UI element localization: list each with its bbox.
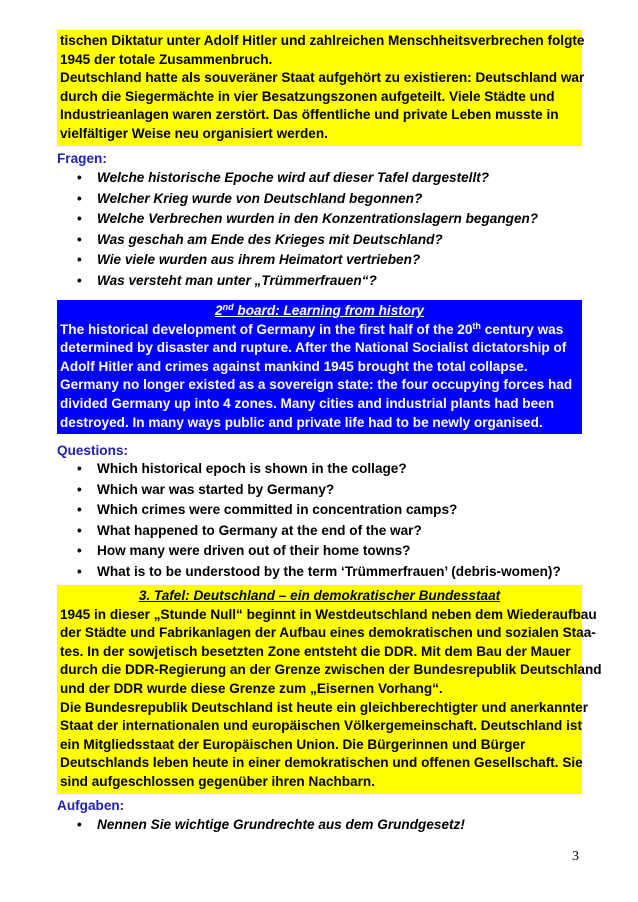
bullet-icon: • bbox=[77, 461, 82, 476]
text-line: 1945 in dieser „Stunde Null“ beginnt in Westdeutschland neben dem Wiederaufbau bbox=[60, 606, 597, 622]
text-line: The historical development of Germany in the first half of the 20th century was bbox=[60, 320, 564, 337]
bullet-icon: • bbox=[77, 170, 82, 185]
board2-title: 2nd board: Learning from history bbox=[215, 302, 424, 318]
list-item: • Which historical epoch is shown in the collage? bbox=[57, 459, 582, 480]
text-line: der Städte und Fabrikanlagen der Aufbau eines demokratischen und sozialen Staa- bbox=[60, 625, 596, 641]
text-line: tes. In der sowjetisch besetzten Zone entsteht die DDR. Mit dem Bau der Mauer bbox=[60, 643, 571, 659]
bullet-icon: • bbox=[77, 817, 82, 832]
text-line: 1945 der totale Zusammenbruch. bbox=[60, 51, 273, 67]
list-item: • Welcher Krieg wurde von Deutschland begonnen? bbox=[57, 189, 582, 210]
text-line: und der DDR wurde diese Grenze zum „Eisernen Vorhang“. bbox=[60, 680, 443, 696]
bullet-icon: • bbox=[77, 272, 82, 288]
text-line: durch die DDR-Regierung an der Grenze zwischen der Bundesrepublik Deutschland bbox=[60, 662, 602, 678]
list-item: • What is to be understood by the term ‘Trümmerfrauen’ (debris-women)? bbox=[57, 562, 582, 583]
bullet-icon: • bbox=[77, 502, 82, 518]
text-line: destroyed. In many ways public and private life had to be newly organised. bbox=[60, 414, 543, 430]
questions-heading: Questions: bbox=[57, 443, 128, 458]
text-line: divided Germany up into 4 zones. Many cities and industrial plants had been bbox=[60, 395, 555, 411]
text-line: ein Mitgliedsstaat der Europäischen Union. Die Bürgerinnen und Bürger bbox=[60, 736, 526, 752]
list-item: • Which war was started by Germany? bbox=[57, 480, 582, 501]
text-line: durch die Siegermächte in vier Besatzungszonen aufgeteilt. Viele Städte und bbox=[60, 88, 555, 104]
text-line: Staat der internationalen und europäischen Völkergemeinschaft. Deutschland ist bbox=[60, 718, 582, 734]
bullet-icon: • bbox=[77, 481, 82, 497]
list-item: • How many were driven out of their home towns? bbox=[57, 541, 582, 562]
text-line: tischen Diktatur unter Adolf Hitler und zahlreichen Menschheitsverbrechen folgte bbox=[60, 33, 585, 48]
board3-block bbox=[57, 585, 602, 794]
fragen-list bbox=[57, 168, 582, 292]
board2-block bbox=[57, 300, 582, 434]
text-line: Germany no longer existed as a sovereign state: the four occupying forces had bbox=[60, 377, 573, 393]
list-item: • Welche Verbrechen wurden in den Konzentrationslagern begangen? bbox=[57, 209, 582, 230]
text-line: Industrieanlagen waren zerstört. Das öffentliche und private Leben musste in bbox=[60, 107, 559, 123]
text-line: vielfältiger Weise neu organisiert werden. bbox=[60, 125, 328, 141]
list-item: • Was geschah am Ende des Krieges mit Deutschland? bbox=[57, 230, 582, 251]
text-line: Deutschland hatte als souveräner Staat aufgehört zu existieren: Deutschland war bbox=[60, 70, 585, 86]
text-line: determined by disaster and rupture. After the National Socialist dictatorship of bbox=[60, 340, 567, 356]
board3-title: 3. Tafel: Deutschland – ein demokratischer Bundesstaat bbox=[138, 588, 501, 603]
aufgaben-heading: Aufgaben: bbox=[57, 798, 125, 813]
text-line: sind aufgeschlossen gegenüber ihren Nachbarn. bbox=[60, 773, 375, 789]
bullet-icon: • bbox=[77, 231, 82, 247]
bullet-icon: • bbox=[77, 252, 82, 268]
bullet-icon: • bbox=[77, 543, 82, 559]
text-line: Die Bundesrepublik Deutschland ist heute ein gleichberechtigter und anerkannter bbox=[60, 699, 588, 715]
list-item: • Which crimes were committed in concentration camps? bbox=[57, 500, 582, 521]
bullet-icon: • bbox=[77, 522, 82, 538]
text-line: Deutschlands leben heute in einer demokratischen und offenen Gesellschaft. Sie bbox=[60, 755, 583, 771]
list-item: • Was versteht man unter „Trümmerfrauen“? bbox=[57, 271, 582, 292]
aufgaben-list bbox=[57, 815, 582, 836]
questions-list bbox=[57, 459, 582, 583]
bullet-icon: • bbox=[77, 563, 82, 579]
list-item: • Nennen Sie wichtige Grundrechte aus dem Grundgesetz! bbox=[57, 815, 582, 836]
list-item: • Welche historische Epoche wird auf dieser Tafel dargestellt? bbox=[57, 168, 582, 189]
list-item: • What happened to Germany at the end of the war? bbox=[57, 521, 582, 542]
page-number: 3 bbox=[572, 849, 579, 864]
bullet-icon: • bbox=[77, 190, 82, 206]
list-item: • Wie viele wurden aus ihrem Heimatort vertrieben? bbox=[57, 250, 582, 271]
intro-text-block bbox=[57, 30, 585, 146]
text-line: Adolf Hitler and crimes against mankind 1945 brought the total collapse. bbox=[60, 358, 528, 374]
bullet-icon: • bbox=[77, 211, 82, 227]
fragen-heading: Fragen: bbox=[57, 151, 107, 166]
